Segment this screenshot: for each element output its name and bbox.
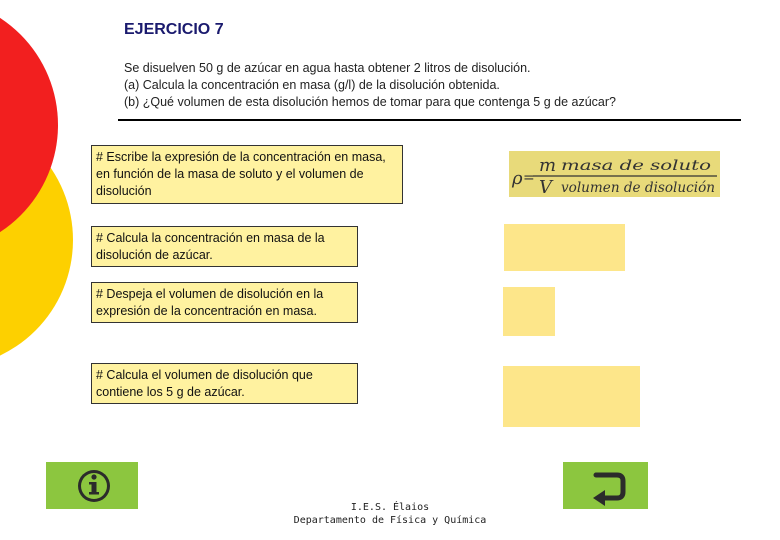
exercise-title: EJERCICIO 7 <box>124 21 224 38</box>
decorative-circles <box>0 0 100 420</box>
formula-numerator-label: masa de soluto <box>561 158 711 174</box>
answer-2-box[interactable] <box>504 224 625 271</box>
concentration-formula <box>509 151 720 197</box>
statement-line: (a) Calcula la concentración en masa (g/l) de la disolución obtenida. <box>124 78 500 92</box>
info-button[interactable] <box>46 462 138 509</box>
statement-line: (b) ¿Qué volumen de esta disolución hemos de tomar para que contenga 5 g de azúcar? <box>124 95 616 109</box>
formula-equals: = <box>523 170 535 186</box>
step-1-button[interactable]: # Escribe la expresión de la concentración en masa, en función de la masa de soluto y el volumen de disolución <box>91 145 403 204</box>
formula-rho: ρ <box>512 168 523 189</box>
footer-school: I.E.S. Élaios <box>350 502 430 513</box>
formula-denominator: V <box>539 177 552 197</box>
exercise-statement <box>124 60 724 111</box>
step-2-button[interactable]: # Calcula la concentración en masa de la disolución de azúcar. <box>91 226 358 267</box>
back-button[interactable] <box>563 462 648 509</box>
info-icon <box>46 462 138 509</box>
step-4-button[interactable]: # Calcula el volumen de disolución que contiene los 5 g de azúcar. <box>91 363 358 404</box>
answer-4-box[interactable] <box>503 366 640 427</box>
divider <box>118 119 741 121</box>
return-arrow-icon <box>563 462 648 509</box>
answer-3-box[interactable] <box>503 287 555 336</box>
formula-denominator-label: volumen de disolución <box>561 180 715 196</box>
formula-answer <box>509 151 720 197</box>
step-3-button[interactable]: # Despeja el volumen de disolución en la expresión de la concentración en masa. <box>91 282 358 323</box>
formula-numerator: m <box>539 155 557 176</box>
footer <box>290 501 490 527</box>
statement-line: Se disuelven 50 g de azúcar en agua hasta obtener 2 litros de disolución. <box>124 61 531 75</box>
footer-department: Departamento de Física y Química <box>293 515 487 526</box>
